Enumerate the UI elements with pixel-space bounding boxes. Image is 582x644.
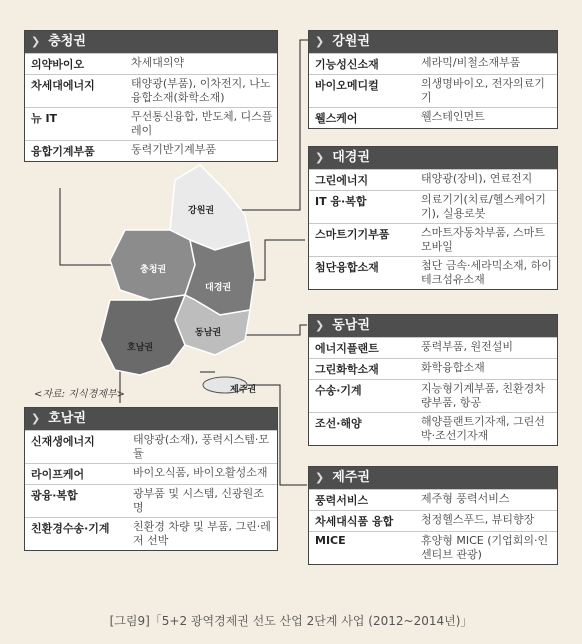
map-label-honam: 호남권 — [127, 343, 154, 353]
table-row: 라이프케어 바이오식품, 바이오활성소재 — [25, 463, 277, 484]
table-row: IT 융·복합 의료기기(치료/헬스케어기기), 실용로봇 — [309, 190, 557, 223]
figure-caption: [그림9]「5+2 광역경제권 선도 산업 2단계 사업 (2012~2014년)」 — [109, 614, 473, 628]
table-row: 차세대에너지 태양광(부품), 이차전지, 나노융합소재(화학소재) — [25, 74, 277, 107]
panel-chungcheong — [24, 30, 278, 162]
table-row: 웰스케어 웰스테인먼트 — [309, 107, 557, 128]
panel-header: ❯ 대경권 — [309, 147, 557, 169]
chevron-right-icon: ❯ — [31, 412, 41, 425]
chevron-right-icon: ❯ — [315, 151, 325, 164]
chevron-right-icon: ❯ — [315, 35, 325, 48]
map-label-jeju: 제주권 — [230, 385, 257, 395]
panel-jeju — [308, 466, 558, 565]
map-label-chungcheong: 충청권 — [140, 265, 167, 275]
table-row: 친환경수송·기계 친환경 차량 및 부품, 그린·레저 선박 — [25, 517, 277, 550]
table-row: MICE 휴양형 MICE (기업회의·인센티브 관광) — [309, 531, 557, 564]
panel-dongnam — [308, 314, 558, 446]
map-label-gangwon: 강원권 — [188, 206, 215, 216]
panel-header: ❯ 충청권 — [25, 31, 277, 53]
chevron-right-icon: ❯ — [315, 471, 325, 484]
table-row: 의약바이오 차세대의약 — [25, 53, 277, 74]
panel-gangwon — [308, 30, 558, 129]
table-row: 뉴 IT 무선통신융합, 반도체, 디스플레이 — [25, 107, 277, 140]
table-row: 그린에너지 태양광(장비), 연료전지 — [309, 169, 557, 190]
panel-honam — [24, 407, 278, 551]
panel-header: ❯ 제주권 — [309, 467, 557, 489]
chevron-right-icon: ❯ — [31, 35, 41, 48]
map-label-dongnam: 동남권 — [195, 328, 222, 338]
panel-header: ❯ 동남권 — [309, 315, 557, 337]
table-row: 풍력서비스 제주형 풍력서비스 — [309, 489, 557, 510]
map-honam — [100, 295, 185, 375]
table-row: 조선·해양 해양플랜트기자재, 그린선박·조선기자재 — [309, 412, 557, 445]
source-note: <자료: 지식경제부> — [34, 389, 125, 400]
table-row: 수송·기계 지능형기계부품, 친환경차량부품, 항공 — [309, 379, 557, 412]
table-row: 융합기계부품 동력기반기계부품 — [25, 140, 277, 161]
map-label-daegyeong: 대경권 — [205, 283, 232, 293]
chevron-right-icon: ❯ — [315, 319, 325, 332]
table-row: 그린화학소재 화학융합소재 — [309, 358, 557, 379]
table-row: 기능성신소재 세라믹/비철소재부품 — [309, 53, 557, 74]
panel-header: ❯ 호남권 — [25, 408, 277, 430]
panel-header: ❯ 강원권 — [309, 31, 557, 53]
panel-daegyeong — [308, 146, 558, 290]
table-row: 바이오메디컬 의생명바이오, 전자의료기기 — [309, 74, 557, 107]
table-row: 차세대식품 융합 청정헬스푸드, 뷰티향장 — [309, 510, 557, 531]
table-row: 에너지플랜트 풍력부품, 원전설비 — [309, 337, 557, 358]
table-row: 스마트기기부품 스마트자동차부품, 스마트모바일 — [309, 223, 557, 256]
table-row: 광융·복합 광부품 및 시스템, 신광원조명 — [25, 484, 277, 517]
table-row: 신재생에너지 태양광(소재), 풍력시스템·모듈 — [25, 430, 277, 463]
table-row: 첨단융합소재 첨단 금속·세라믹소재, 하이테크섬유소재 — [309, 256, 557, 289]
